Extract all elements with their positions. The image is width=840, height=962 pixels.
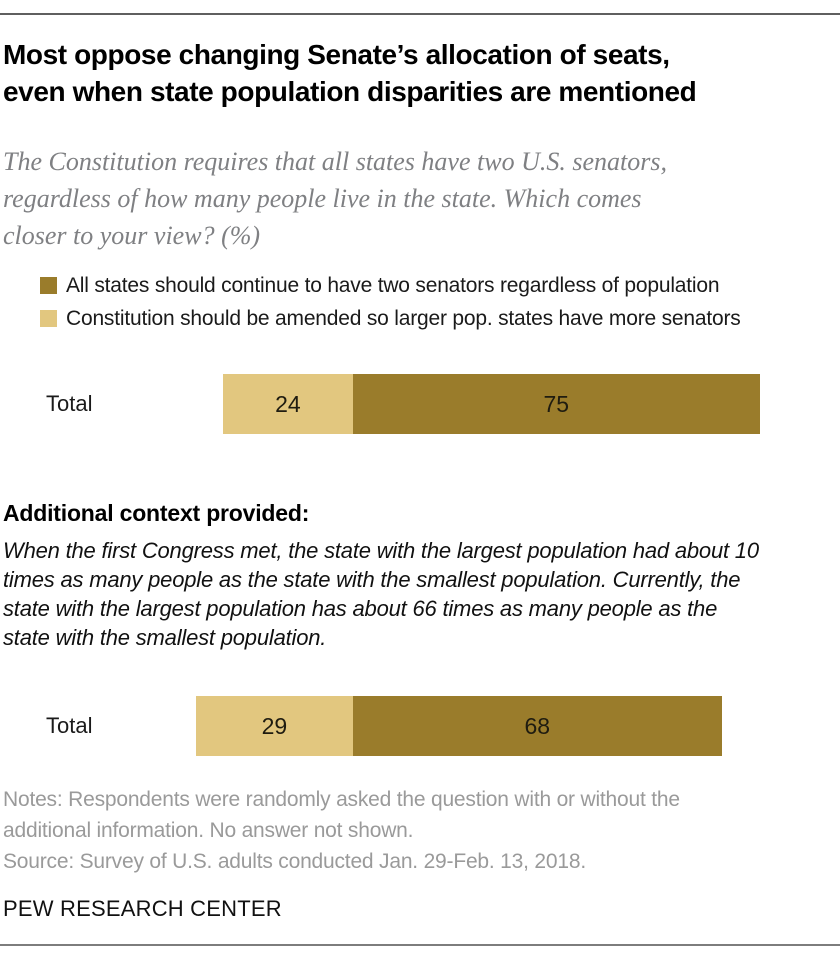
legend-swatch-light-gold — [40, 310, 57, 327]
subtitle-line-2: regardless of how many people live in the state. Which comes — [3, 184, 642, 213]
page-title — [3, 36, 696, 110]
chart-subtitle-question — [3, 143, 667, 254]
context-line-1: When the first Congress met, the state with the largest population had about 10 — [3, 538, 759, 563]
legend-label-keep-two: All states should continue to have two senators regardless of population — [66, 273, 720, 297]
top-divider — [0, 13, 840, 15]
legend-item-amend — [40, 302, 741, 335]
chart-legend — [40, 269, 741, 335]
bar-row-total-context — [0, 696, 840, 756]
context-line-3: state with the largest population has about 66 times as many people as the — [3, 596, 718, 621]
title-line-2: even when state population disparities are mentioned — [3, 76, 697, 107]
notes-and-source — [3, 784, 680, 877]
title-line-1: Most oppose changing Senate’s allocation of seats, — [3, 39, 670, 70]
source-line: Source: Survey of U.S. adults conducted Jan. 29-Feb. 13, 2018. — [3, 850, 586, 873]
legend-item-keep-two — [40, 269, 741, 302]
bar-segment-amend: 29 — [196, 696, 353, 756]
bar-category-label: Total — [46, 391, 93, 416]
bar-segment-amend: 24 — [223, 374, 353, 434]
notes-line-1: Notes: Respondents were randomly asked the question with or without the — [3, 788, 680, 811]
additional-context-paragraph — [3, 536, 759, 652]
context-line-2: times as many people as the state with the smallest population. Currently, the — [3, 567, 741, 592]
bar-row-total-base — [0, 374, 840, 434]
subtitle-line-3: closer to your view? (%) — [3, 221, 261, 250]
context-line-4: state with the smallest population. — [3, 625, 327, 650]
bottom-divider — [0, 944, 840, 946]
bar-segment-keep-two: 75 — [353, 374, 760, 434]
bar-segment-keep-two: 68 — [353, 696, 722, 756]
bar-category-label: Total — [46, 713, 93, 738]
legend-label-amend: Constitution should be amended so larger pop. states have more senators — [66, 306, 741, 330]
subtitle-line-1: The Constitution requires that all states have two U.S. senators, — [3, 147, 667, 176]
section-heading: Additional context provided: — [3, 500, 310, 526]
pew-research-center-wordmark: PEW RESEARCH CENTER — [3, 896, 282, 921]
legend-swatch-dark-gold — [40, 277, 57, 294]
notes-line-2: additional information. No answer not shown. — [3, 819, 414, 842]
